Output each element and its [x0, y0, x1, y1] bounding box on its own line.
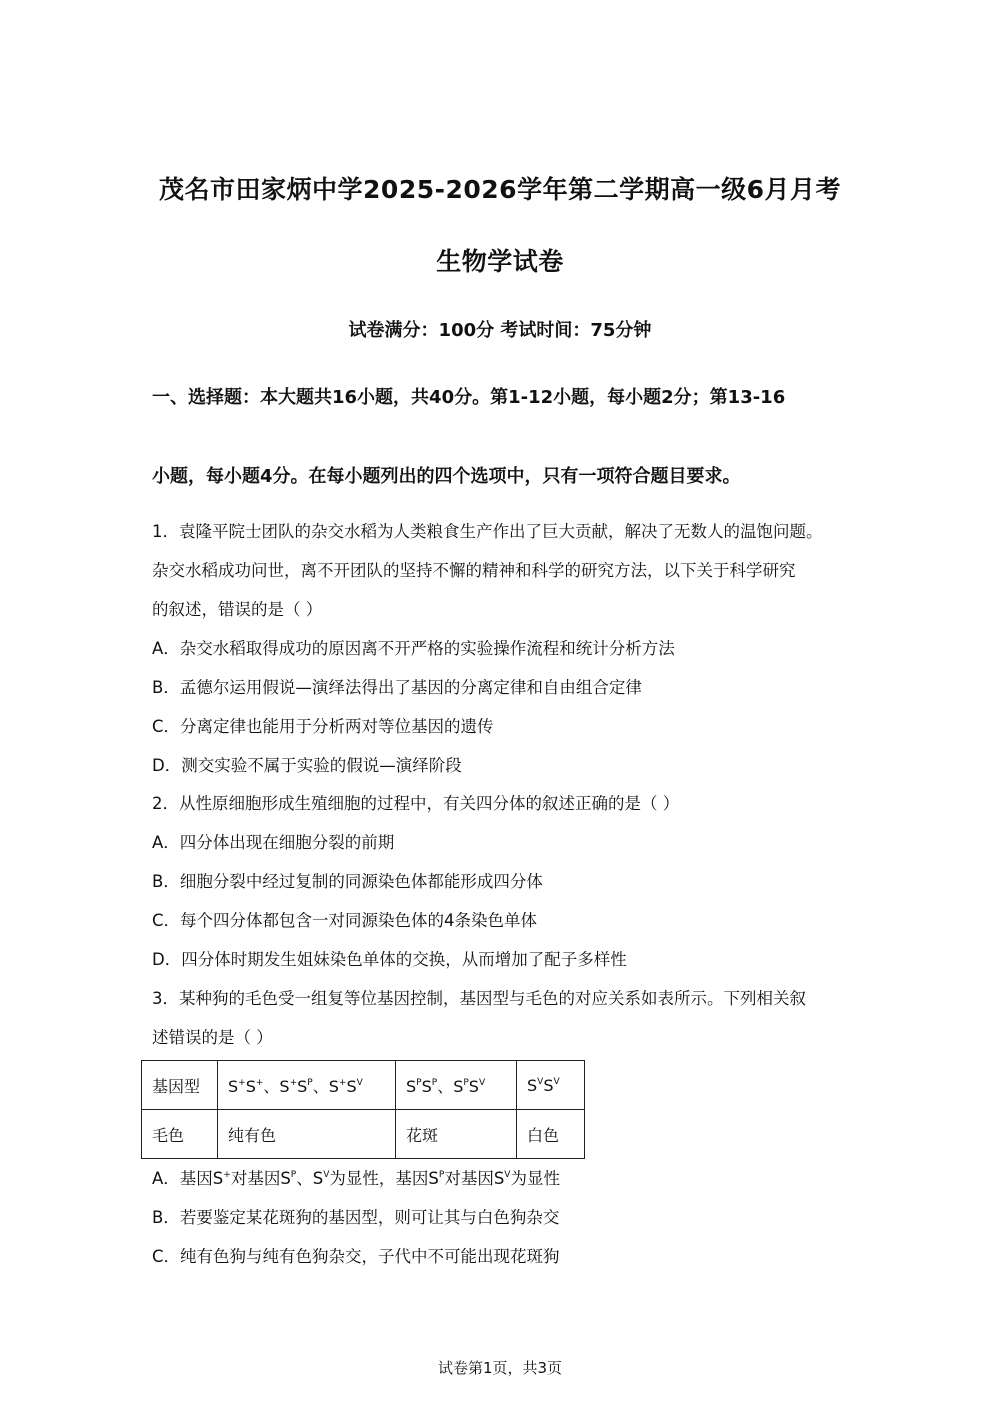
section-heading-line1: 一、选择题：本大题共16小题，共40分。第1-12小题，每小题2分；第13-16: [152, 387, 786, 408]
table-row: [142, 1110, 585, 1159]
q1-option-d: D．测交实验不属于实验的假说—演绎阶段: [152, 756, 462, 775]
table-cell-genotype-2: $S^PS^P$、$S^PS^V$: [396, 1061, 517, 1110]
table-row: [142, 1061, 585, 1110]
q3-stem-line1: 3．某种狗的毛色受一组复等位基因控制，基因型与毛色的对应关系如表所示。下列相关叙: [152, 989, 806, 1008]
q2-option-b: B．细胞分裂中经过复制的同源染色体都能形成四分体: [152, 872, 543, 891]
q2-option-c: C．每个四分体都包含一对同源染色体的4条染色单体: [152, 911, 538, 930]
q1-stem-line2: 杂交水稻成功问世，离不开团队的坚持不懈的精神和科学的研究方法，以下关于科学研究: [152, 561, 796, 580]
table-cell-genotype-3: $S^VS^V$: [517, 1061, 585, 1110]
page-footer: 试卷第1页，共3页: [437, 1359, 563, 1377]
q1-stem-line1: 1．袁隆平院士团队的杂交水稻为人类粮食生产作出了巨大贡献，解决了无数人的温饱问题。: [152, 522, 823, 541]
table-cell-phenotype-label: 毛色: [142, 1110, 218, 1159]
section-heading-line2: 小题，每小题4分。在每小题列出的四个选项中，只有一项符合题目要求。: [152, 466, 741, 487]
table-cell-phenotype-3: 白色: [517, 1110, 585, 1159]
table-cell-genotype-label: 基因型: [142, 1061, 218, 1110]
exam-subtitle: 生物学试卷: [436, 247, 564, 276]
genotype-table: [141, 1060, 585, 1159]
q1-option-a: A．杂交水稻取得成功的原因离不开严格的实验操作流程和统计分析方法: [152, 639, 675, 658]
q3-stem-line2: 述错误的是（ ）: [152, 1028, 273, 1047]
q1-option-c: C．分离定律也能用于分析两对等位基因的遗传: [152, 717, 494, 736]
q1-stem-line3: 的叙述，错误的是（ ）: [152, 600, 323, 619]
q2-option-a: A．四分体出现在细胞分裂的前期: [152, 833, 395, 852]
q2-option-d: D．四分体时期发生姐妹染色单体的交换，从而增加了配子多样性: [152, 950, 627, 969]
q1-option-b: B．孟德尔运用假说—演绎法得出了基因的分离定律和自由组合定律: [152, 678, 642, 697]
table-cell-phenotype-2: 花斑: [396, 1110, 517, 1159]
q3-option-a: A．基因S+对基因$S^P$、$S^V$为显性，基因$S^P$对基因$S^V$为显性: [152, 1169, 560, 1188]
q2-stem: 2．从性原细胞形成生殖细胞的过程中，有关四分体的叙述正确的是（ ）: [152, 794, 680, 813]
exam-meta: 试卷满分：100分 考试时间：75分钟: [348, 320, 652, 341]
table-cell-phenotype-1: 纯有色: [218, 1110, 396, 1159]
exam-title: 茂名市田家炳中学2025-2026学年第二学期高一级6月月考: [159, 175, 841, 204]
q3-option-b: B．若要鉴定某花斑狗的基因型，则可让其与白色狗杂交: [152, 1208, 560, 1227]
table-cell-genotype-1: S+S+、$S^+S^P$、$S^+S^V$: [218, 1061, 396, 1110]
q3-option-c: C．纯有色狗与纯有色狗杂交，子代中不可能出现花斑狗: [152, 1247, 560, 1266]
